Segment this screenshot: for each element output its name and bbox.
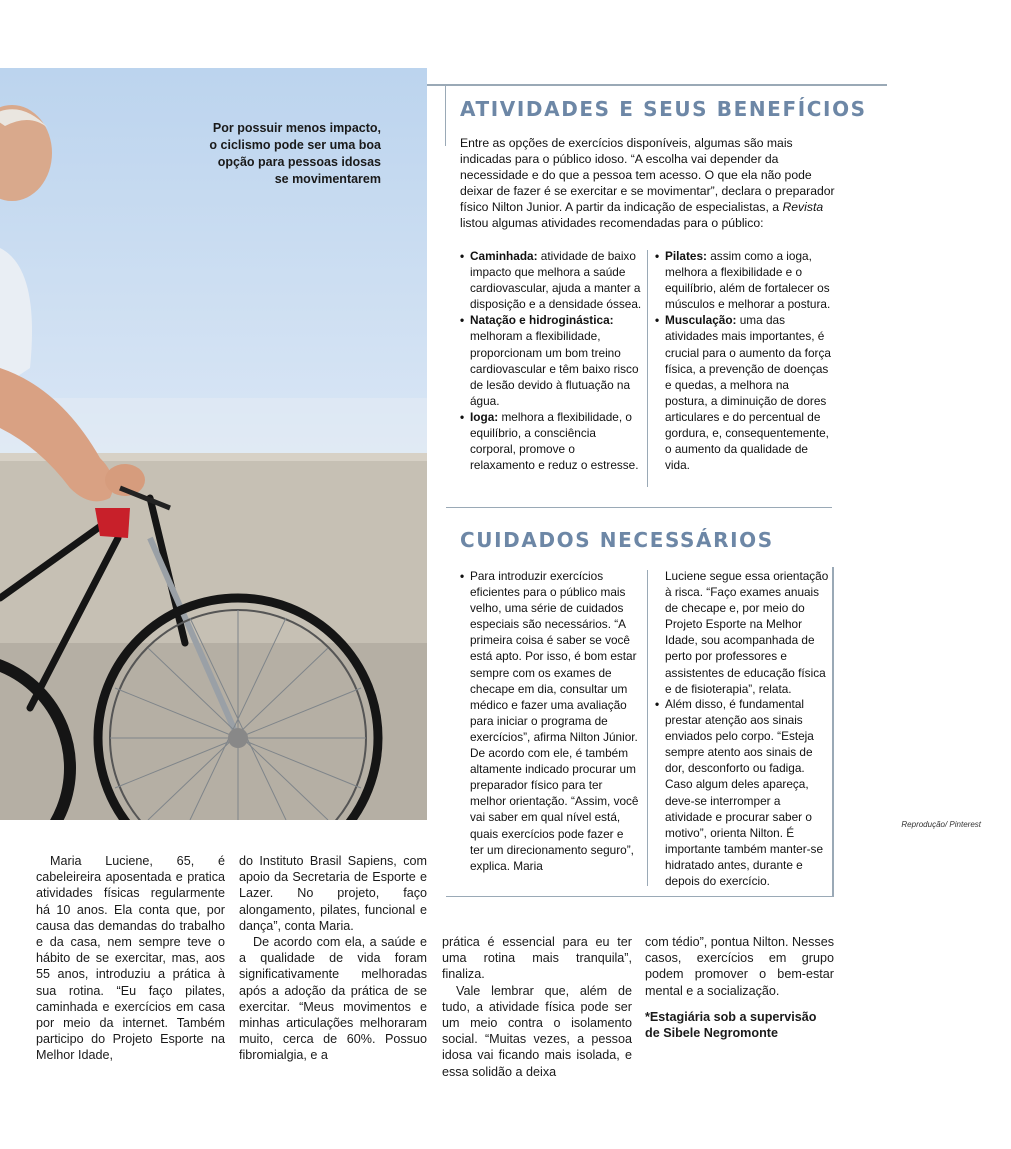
list-item: • Além disso, é fundamental prestar atenção aos sinais enviados pelo corpo. “Esteja sempre atento aos sinais de dor, desconforto ou fadiga. Caso algum deles apareça, deve-se interromper a atividade e procurar saber o motivo”, orienta Nilton. É importante também manter-se hidratado antes, durante e depois do exercício. (655, 696, 830, 889)
activities-list-left (460, 248, 643, 473)
paragraph: prática é essencial para eu ter uma rotina mais tranquila”, finaliza. (442, 935, 632, 982)
activities-column-rule (647, 250, 648, 487)
revista-name: Revista (782, 200, 824, 214)
paragraph: do Instituto Brasil Sapiens, com apoio da Secretaria de Esporte e Lazer. No projeto, faço alongamento, pilates, funcional e dança”, conta Maria. (239, 854, 427, 933)
paragraph: com tédio”, pontua Nilton. Nesses casos, exercícios em grupo podem promover o bem-estar mental e a socialização. (645, 935, 834, 998)
care-list-right (655, 696, 830, 889)
article-column-3 (442, 934, 632, 1080)
paragraph: Vale lembrar que, além de tudo, a atividade física pode ser um meio contra o isolamento social. “Muitas vezes, a pessoa idosa vai ficando mais isolada, e essa solidão a deixa (442, 983, 632, 1079)
box-top-rule (427, 84, 887, 86)
paragraph: De acordo com ela, a saúde e a qualidade de vida foram significativamente melhoradas após a adoção da prática de se exercitar. “Meus movimentos e minhas articulações melhoraram muito, cerca de 60%. Possuo fibromialgia, e a (239, 935, 427, 1063)
cyclist-photo (0, 68, 427, 820)
care-title: CUIDADOS NECESSÁRIOS (460, 528, 774, 552)
list-item: • Ioga: melhora a flexibilidade, o equilíbrio, a consciência corporal, promove o relaxamento e reduz o estresse. (460, 409, 643, 473)
paragraph: Maria Luciene, 65, é cabeleireira aposentada e pratica atividades físicas regularmente há 10 anos. Ela conta que, por causa das demandas do trabalho e da casa, nem sempre teve o hábito de se exercitar, mas, aos 55 anos, introduziu a prática à sua rotina. “Eu faço pilates, caminhada e exercícios em casa por meio da internet. Também participo do Projeto Esporte na Melhor Idade, (36, 854, 225, 1063)
activities-intro: Entre as opções de exercícios disponíveis, algumas são mais indicadas para o público idoso. “A escolha vai depender da necessidade e do que a pessoa tem acesso. O que ela não pode deixar de fazer é se exercitar e se movimentar”, declara o preparador físico Nilton Junior. A partir da indicação de especialistas, a Revista listou algumas atividades recomendadas para o público: (460, 136, 835, 230)
list-item: • Caminhada: atividade de baixo impacto que melhora a saúde cardiovascular, ajuda a manter a disposição e a densidade óssea. (460, 248, 643, 312)
care-list-left (460, 568, 640, 874)
box-left-rule (445, 86, 446, 146)
article-column-2 (239, 853, 427, 1064)
list-item: • Musculação: uma das atividades mais importantes, é crucial para o aumento da força física, a prevenção de doenças e quedas, a melhora na postura, a diminuição de dores articulares e do percentual de gordura, e, consequentemente, o aumento da qualidade de vida. (655, 312, 833, 473)
photo-credit: Reprodução/ Pinterest (901, 820, 981, 829)
article-column-4 (645, 934, 834, 1041)
box-bottom-rule (446, 896, 834, 897)
article-column-1 (36, 853, 225, 1064)
list-item: • Pilates: assim como a ioga, melhora a flexibilidade e o equilíbrio, além de fortalecer os músculos e melhorar a postura. (655, 248, 833, 312)
author-footnote: *Estagiária sob a supervisão de Sibele Negromonte (645, 1009, 817, 1041)
box-right-rule (832, 567, 834, 897)
list-item: • Para introduzir exercícios eficientes para o público mais velho, uma série de cuidados especiais são necessários. “A primeira coisa é saber se você está apto. Por isso, é bom estar sempre com os exames de checape em dia, consultar um médico e fazer uma avaliação para iniciar o programa de exercícios”, afirma Nilton Júnior. De acordo com ele, é também altamente indicado procurar um preparador físico para ter melhor orientação. “Assim, você vai saber em qual nível está, quais exercícios pode fazer e ter um direcionamento seguro”, explica. Maria (460, 568, 640, 874)
photo-caption: Por possuir menos impacto, o ciclismo pode ser uma boa opção para pessoas idosas se movimentarem (209, 121, 381, 186)
box-middle-rule (446, 507, 832, 508)
activities-list-right (655, 248, 833, 473)
activities-title: ATIVIDADES E SEUS BENEFÍCIOS (460, 97, 867, 121)
care-column-rule (647, 570, 648, 886)
care-right-text: Luciene segue essa orientação à risca. “Faço exames anuais de checape e, por meio do Projeto Esporte na Melhor Idade, sou acompanhada de perto por professores e assistentes de educação física e de fisioterapia”, relata. (665, 569, 829, 696)
list-item: • Natação e hidroginástica: melhoram a flexibilidade, proporcionam um bom treino cardiovascular e têm baixo risco de lesão devido à flutuação na água. (460, 312, 643, 409)
